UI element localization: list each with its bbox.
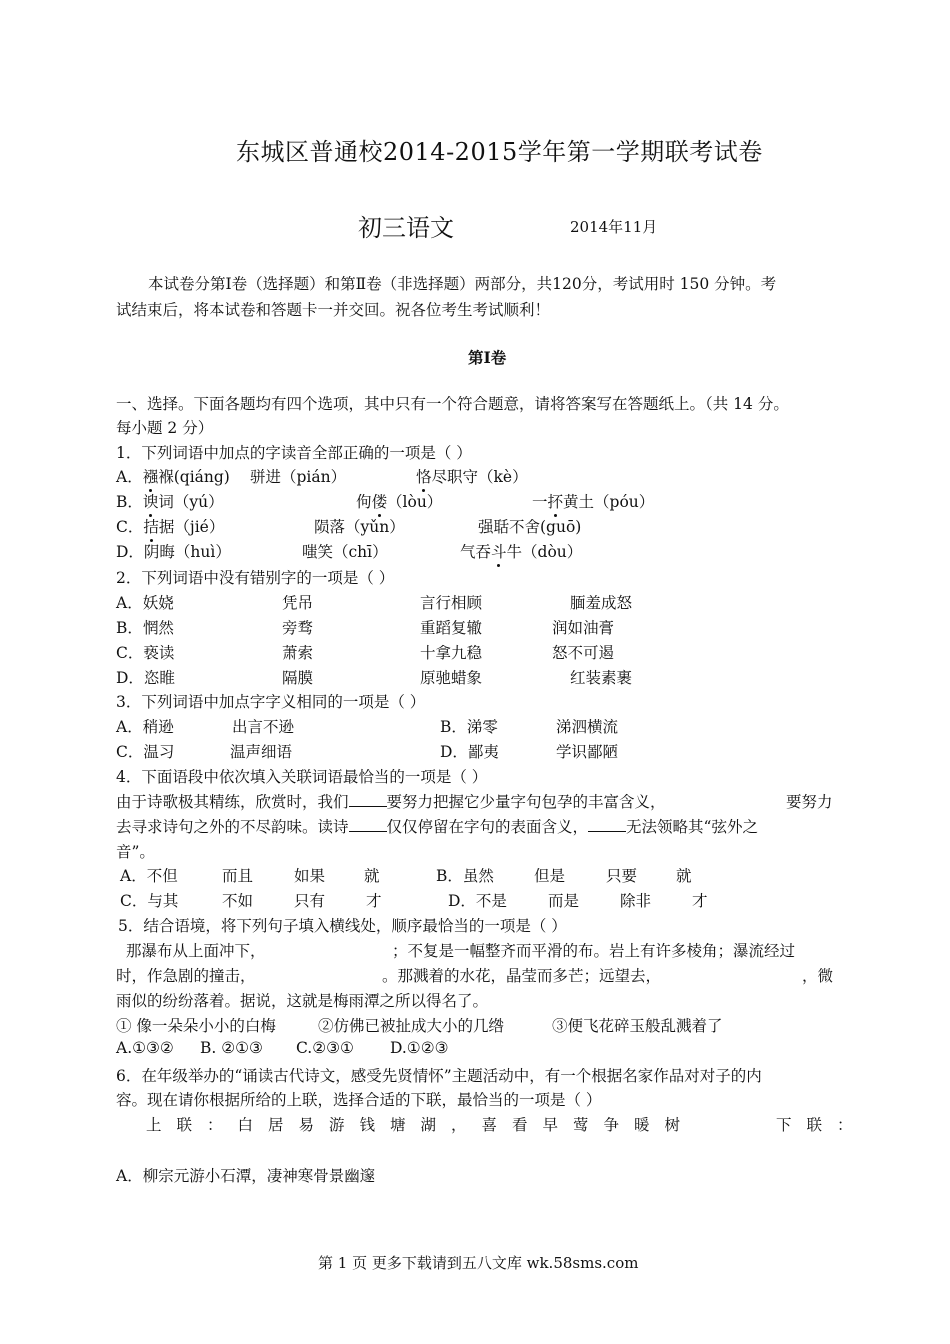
q4-b-3: 只要 <box>606 867 638 885</box>
q2-d-1: D．恣睢 <box>116 669 175 687</box>
q2-a-3: 言行相顾 <box>420 594 483 612</box>
q5-option-c: C.②③① <box>296 1039 354 1057</box>
q3-a-1: A．稍逊 <box>116 718 174 736</box>
q2-b-1: B．惘然 <box>116 619 174 637</box>
q2-b-3: 重蹈复辙 <box>420 619 483 637</box>
q2-b-4: 润如油膏 <box>552 619 615 637</box>
q5-passage-2c: ，微 <box>802 967 834 985</box>
q4-c-3: 只有 <box>294 892 326 910</box>
q4-a-4: 就 <box>364 867 380 885</box>
q5-passage-3: 雨似的纷纷落着。据说，这就是梅雨潭之所以得名了。 <box>116 992 489 1010</box>
q1-option-c-2: 陨落（yǔn） <box>314 518 405 536</box>
q1-option-a-2: 骈进（pián） <box>250 468 347 486</box>
q5-passage-1a: 那瀑布从上面冲下， <box>126 942 266 960</box>
q4-c-1: C．与其 <box>120 892 179 910</box>
page-footer: 第 1 页 更多下载请到五八文库 wk.58sms.com <box>318 1254 639 1272</box>
q2-a-4: 腼羞成怒 <box>570 594 633 612</box>
q4-d-1: D．不是 <box>448 892 507 910</box>
q4-b-4: 就 <box>676 867 692 885</box>
q2-a-2: 凭吊 <box>282 594 314 612</box>
q4-d-4: 才 <box>692 892 708 910</box>
q5-passage-2a: 时，作急剧的撞击， <box>116 967 256 985</box>
q5-passage-2b: 。那溅着的水花，晶莹而多芒；远望去， <box>382 967 662 985</box>
part1-line-2: 每小题 2 分） <box>116 419 214 437</box>
exam-date: 2014年11月 <box>570 218 658 236</box>
q3-d-1: D．鄙夷 <box>440 743 499 761</box>
q2-d-4: 红装素裹 <box>570 669 633 687</box>
q2-d-2: 隔膜 <box>282 669 314 687</box>
q1-option-c-3: 强聒不舍(guō) <box>478 518 582 536</box>
q2-b-2: 旁骛 <box>282 619 314 637</box>
subject-title: 初三语文 <box>358 214 454 242</box>
q4-b-1: B．虽然 <box>436 867 494 885</box>
q1-option-d-2: 嗤笑（chī） <box>302 543 388 561</box>
q6-lower-couplet: 下联： <box>776 1116 868 1134</box>
q2-c-2: 萧索 <box>282 644 314 662</box>
q1-option-c: C．拮据（jié） <box>116 518 225 536</box>
q5-option-a: A.①③② <box>116 1039 174 1057</box>
q3-d-2: 学识鄙陋 <box>556 743 619 761</box>
q1-option-d: D．阴晦（huì） <box>116 543 231 561</box>
q3-b-2: 涕泗横流 <box>556 718 619 736</box>
q1-option-a-3: 恪尽职守（kè） <box>416 468 528 486</box>
q6-upper-couplet: 上联：白居易游钱塘湖，喜看早莺争暖树 <box>146 1116 696 1134</box>
q1-option-b-2: 佝偻（lòu） <box>356 493 443 511</box>
intro-line-2: 试结束后，将本试卷和答题卡一并交回。祝各位考生考试顺利！ <box>116 301 551 319</box>
q2-c-3: 十拿九稳 <box>420 644 483 662</box>
intro-line-1: 本试卷分第Ⅰ卷（选择题）和第Ⅱ卷（非选择题）两部分，共120分，考试用时 150 分钟。考 <box>148 275 777 293</box>
q2-d-3: 原驰蜡象 <box>420 669 483 687</box>
part1-line-1: 一、选择。下面各题均有四个选项，其中只有一个符合题意，请将答案写在答题纸上。（共 14 分。 <box>116 395 789 413</box>
q2-a-1: A．妖娆 <box>116 594 174 612</box>
q3-c-1: C．温习 <box>116 743 175 761</box>
q4-d-2: 而是 <box>548 892 580 910</box>
q1-option-d-3: 气吞斗牛（dòu） <box>460 543 583 561</box>
q5-item-1: ① 像一朵朵小小的白梅 <box>116 1017 276 1035</box>
q1-option-a: A．襁褓(qiáng) <box>116 468 230 486</box>
q4-a-3: 如果 <box>294 867 326 885</box>
q4-c-4: 才 <box>366 892 382 910</box>
q1-option-b-3: 一抔黄土（póu） <box>532 493 655 511</box>
q4-b-2: 但是 <box>534 867 566 885</box>
exam-title: 东城区普通校2014-2015学年第一学期联考试卷 <box>236 138 763 166</box>
q4-c-2: 不如 <box>222 892 254 910</box>
q3-b-1: B．涕零 <box>440 718 498 736</box>
q3-a-2: 出言不逊 <box>232 718 295 736</box>
q5-option-b: B. ②①③ <box>200 1039 263 1057</box>
q5-item-3: ③便飞花碎玉般乱溅着了 <box>552 1017 723 1035</box>
q4-passage-1: 由于诗歌极其精练，欣赏时，我们 要努力把握它少量字句包孕的丰富含义， <box>116 793 666 811</box>
section-title: 第Ⅰ卷 <box>468 348 507 367</box>
q4-passage-2: 去寻求诗句之外的不尽韵味。读诗 仅仅停留在字句的表面含义， 无法领略其“弦外之 <box>116 818 758 836</box>
q4-a-1: A．不但 <box>120 867 178 885</box>
q4-stem: 4．下面语段中依次填入关联词语最恰当的一项是（ ） <box>116 768 488 786</box>
q4-d-3: 除非 <box>620 892 652 910</box>
q5-stem: 5．结合语境，将下列句子填入横线处，顺序最恰当的一项是（ ） <box>118 917 567 935</box>
q1-stem: 1．下列词语中加点的字读音全部正确的一项是（ ） <box>116 444 472 462</box>
q2-c-1: C．亵读 <box>116 644 175 662</box>
q5-item-2: ②仿佛已被扯成大小的几绺 <box>318 1017 505 1035</box>
q1-option-b: B．谀词（yú） <box>116 493 224 511</box>
q5-option-d: D.①②③ <box>390 1039 449 1057</box>
q5-passage-1b: ；不复是一幅整齐而平滑的布。岩上有许多棱角；瀑流经过 <box>392 942 796 960</box>
q2-c-4: 怒不可遏 <box>552 644 615 662</box>
q6-line-2: 容。现在请你根据所给的上联，选择合适的下联，最恰当的一项是（ ） <box>116 1091 602 1109</box>
q4-passage-3: 音”。 <box>116 843 155 861</box>
q4-a-2: 而且 <box>222 867 254 885</box>
q2-stem: 2．下列词语中没有错别字的一项是（ ） <box>116 569 395 587</box>
q6-line-1: 6．在年级举办的“诵读古代诗文，感受先贤情怀”主题活动中，有一个根据名家作品对对子的内 <box>116 1067 762 1085</box>
q4-passage-1-end: 要努力 <box>786 793 833 811</box>
q3-c-2: 温声细语 <box>230 743 293 761</box>
q3-stem: 3．下列词语中加点字字义相同的一项是（ ） <box>116 693 426 711</box>
q6-option-a: A．柳宗元游小石潭，凄神寒骨景幽邃 <box>116 1167 376 1185</box>
